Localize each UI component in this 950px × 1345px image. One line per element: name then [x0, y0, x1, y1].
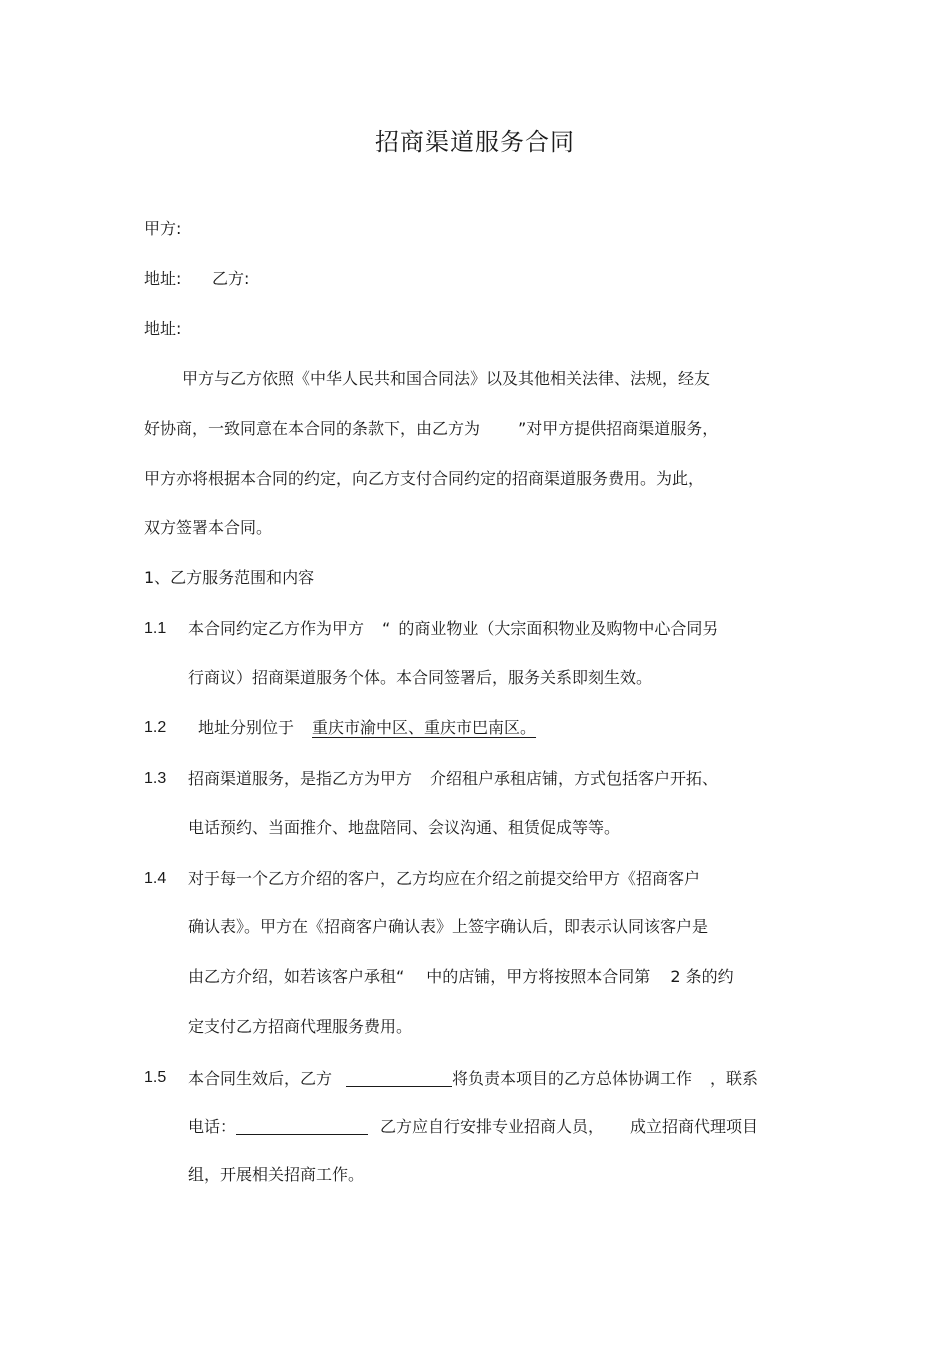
preamble-line-2-part-a: 好协商，一致同意在本合同的条款下，由乙方为: [144, 419, 481, 438]
clause-1-5-part-d: 乙方应自行安排专业招商人员，: [380, 1117, 605, 1136]
clause-1-3-part-a: 招商渠道服务，是指乙方为甲方: [188, 769, 413, 788]
section-1-heading: 1、乙方服务范围和内容: [144, 568, 315, 587]
clause-1-4-line-1: 对于每一个乙方介绍的客户，乙方均应在介绍之前提交给甲方《招商客户: [188, 869, 701, 888]
clause-1-5-line-2: [188, 1115, 758, 1138]
clause-1-4-part-a: 由乙方介绍，如若该客户承租“: [188, 967, 405, 986]
clause-number: 1.4: [144, 870, 167, 887]
clause-1-3-line-2: 电话预约、当面推介、地盘陪同、会议沟通、租赁促成等等。: [188, 818, 621, 837]
phone-number-blank: [236, 1118, 368, 1135]
coordinator-name-blank: [346, 1070, 452, 1087]
clause-1-2-line-1: [198, 717, 536, 739]
document-title: 招商渠道服务合同: [375, 128, 575, 156]
clause-1-5-phone-label: 电话：: [188, 1117, 237, 1136]
clause-1-1-line-2: 行商议）招商渠道服务个体。本合同签署后，服务关系即刻生效。: [188, 668, 653, 687]
clause-1-5-part-e: 成立招商代理项目: [630, 1117, 759, 1136]
party-a-address-label: 地址:: [144, 269, 182, 288]
clause-1-1-quote: “: [382, 619, 391, 638]
preamble-line-2-part-b: ”对甲方提供招商渠道服务，: [518, 419, 719, 438]
clause-1-4-line-4: 定支付乙方招商代理服务费用。: [188, 1017, 413, 1036]
clause-1-4-line-2: 确认表》。甲方在《招商客户确认表》上签字确认后，即表示认同该客户是: [188, 917, 709, 936]
party-b-label: 乙方:: [212, 269, 250, 288]
clause-1-1-part-c: 的商业物业（大宗面积物业及购物中心合同另: [398, 619, 719, 638]
clause-1-1-part-a: 本合同约定乙方作为甲方: [188, 619, 365, 638]
clause-number: 1.1: [144, 620, 167, 637]
preamble-line-1: 甲方与乙方依照《中华人民共和国合同法》以及其他相关法律、法规，经友: [182, 369, 711, 388]
clause-1-5-line-1: [188, 1067, 758, 1090]
clause-1-5-part-c: ，联系: [710, 1069, 759, 1088]
clause-1-5-part-a: 本合同生效后，乙方: [188, 1069, 333, 1088]
clause-1-4-line-3: [188, 966, 734, 988]
clause-1-4-part-b: 中的店铺，甲方将按照本合同第: [426, 967, 651, 986]
clause-1-1-line-1: [188, 618, 718, 640]
clause-1-5-line-3: 组，开展相关招商工作。: [188, 1165, 365, 1184]
clause-1-5-part-b: 将负责本项目的乙方总体协调工作: [452, 1069, 693, 1088]
clause-1-3-line-1: [188, 768, 718, 790]
preamble-line-4: 双方签署本合同。: [144, 518, 273, 537]
clause-1-4-part-c: 2 条的约: [670, 967, 734, 986]
preamble-line-2: [144, 418, 718, 440]
clause-1-3-part-b: 介绍租户承租店铺，方式包括客户开拓、: [430, 769, 719, 788]
preamble-line-3: 甲方亦将根据本合同的约定，向乙方支付合同约定的招商渠道服务费用。为此，: [144, 469, 705, 488]
party-b-address-label: 地址:: [144, 319, 182, 338]
clause-1-2-part-a: 地址分别位于: [198, 718, 295, 737]
clause-number: 1.2: [144, 719, 167, 736]
party-a-label: 甲方:: [144, 219, 182, 238]
clause-number: 1.5: [144, 1069, 167, 1086]
clause-number: 1.3: [144, 770, 167, 787]
clause-1-2-location: 重庆市渝中区、重庆市巴南区。: [312, 718, 537, 737]
